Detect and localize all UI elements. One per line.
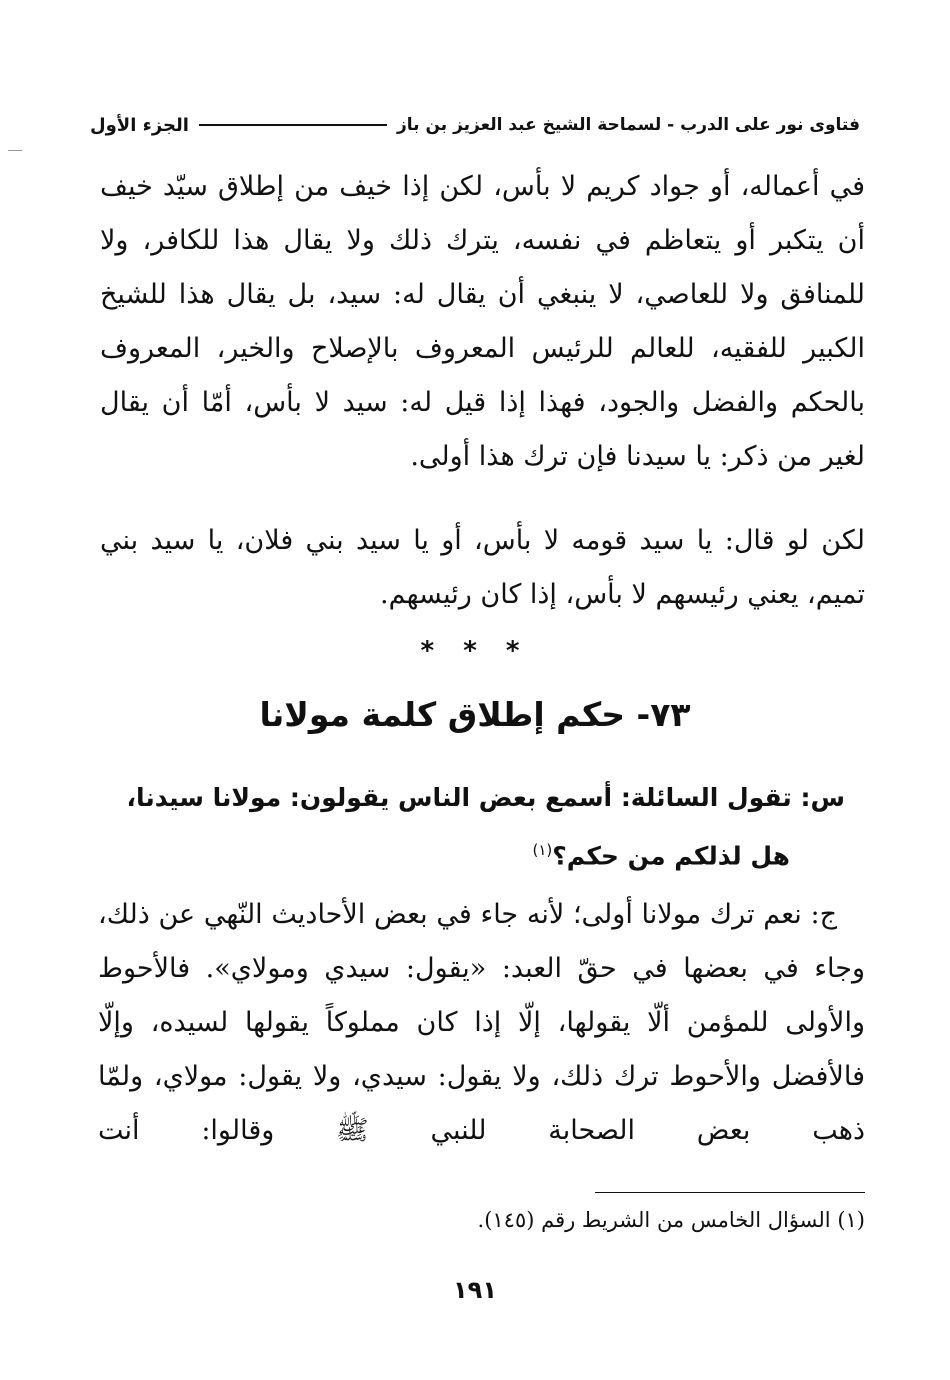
question-line: س: تقول السائلة: أسمع بعض الناس يقولون: مولانا سيدنا، — [126, 783, 845, 812]
question-line: هل لذلكم من حكم؟ — [552, 841, 790, 871]
footnote-reference[interactable]: (١) — [532, 841, 553, 859]
running-header — [90, 105, 860, 145]
question-block — [100, 772, 845, 882]
body-paragraph: في أعماله، أو جواد كريم لا بأس، لكن إذا خيف من إطلاق سيّد خيف أن يتكبر أو يتعاظم في نفسه، يترك ذلك ولا يقال هذا للكافر، ولا للمنافق ولا للعاصي، لا ينبغي أن يقال له: سيد، بل يقال هذا للشيخ الكبير للفقيه، للعالم للرئيس المعروف بالإصلاح والخير، المعروف بالحكم والفضل والجود، فهذا إذا قيل له: سيد لا بأس، أمّا أن يقال لغير من ذكر: يا سيدنا فإن ترك هذا أولى. — [100, 171, 865, 472]
section-title: ٧٣- حكم إطلاق كلمة مولانا — [259, 695, 691, 734]
header-volume: الجزء الأول — [90, 114, 189, 136]
footnote-rule — [595, 1192, 865, 1193]
header-book-title: فتاوى نور على الدرب - لسماحة الشيخ عبد العزيز بن باز — [397, 115, 860, 135]
section-separator: * * * — [420, 636, 530, 666]
footnote: (١) السؤال الخامس من الشريط رقم (١٤٥). — [477, 1208, 865, 1232]
question-line-2 — [100, 824, 845, 882]
answer-text: ج: نعم ترك مولانا أولى؛ لأنه جاء في بعض الأحاديث النّهي عن ذلك، وجاء في بعضها في حقّ العبد: «يقول: سيدي ومولاي». فالأحوط والأولى للمؤمن ألّا يقولها، إلّا إذا كان مملوكاً يقولها لسيده، وإلّا فالأفضل والأحوط ترك ذلك، ولا يقول: سيدي، ولا يقول: مولاي، ولمّا ذهب بعض الصحابة للنبي ﷺ وقالوا: أنت — [98, 899, 865, 1146]
header-rule — [199, 124, 387, 126]
page-number: ١٩١ — [453, 1276, 497, 1304]
body-paragraph: لكن لو قال: يا سيد قومه لا بأس، أو يا سيد بني فلان، يا سيد بني تميم، يعني رئيسهم لا بأس، إذا كان رئيسهم. — [100, 525, 865, 610]
margin-mark — [8, 150, 22, 151]
answer-paragraph — [98, 888, 865, 1158]
